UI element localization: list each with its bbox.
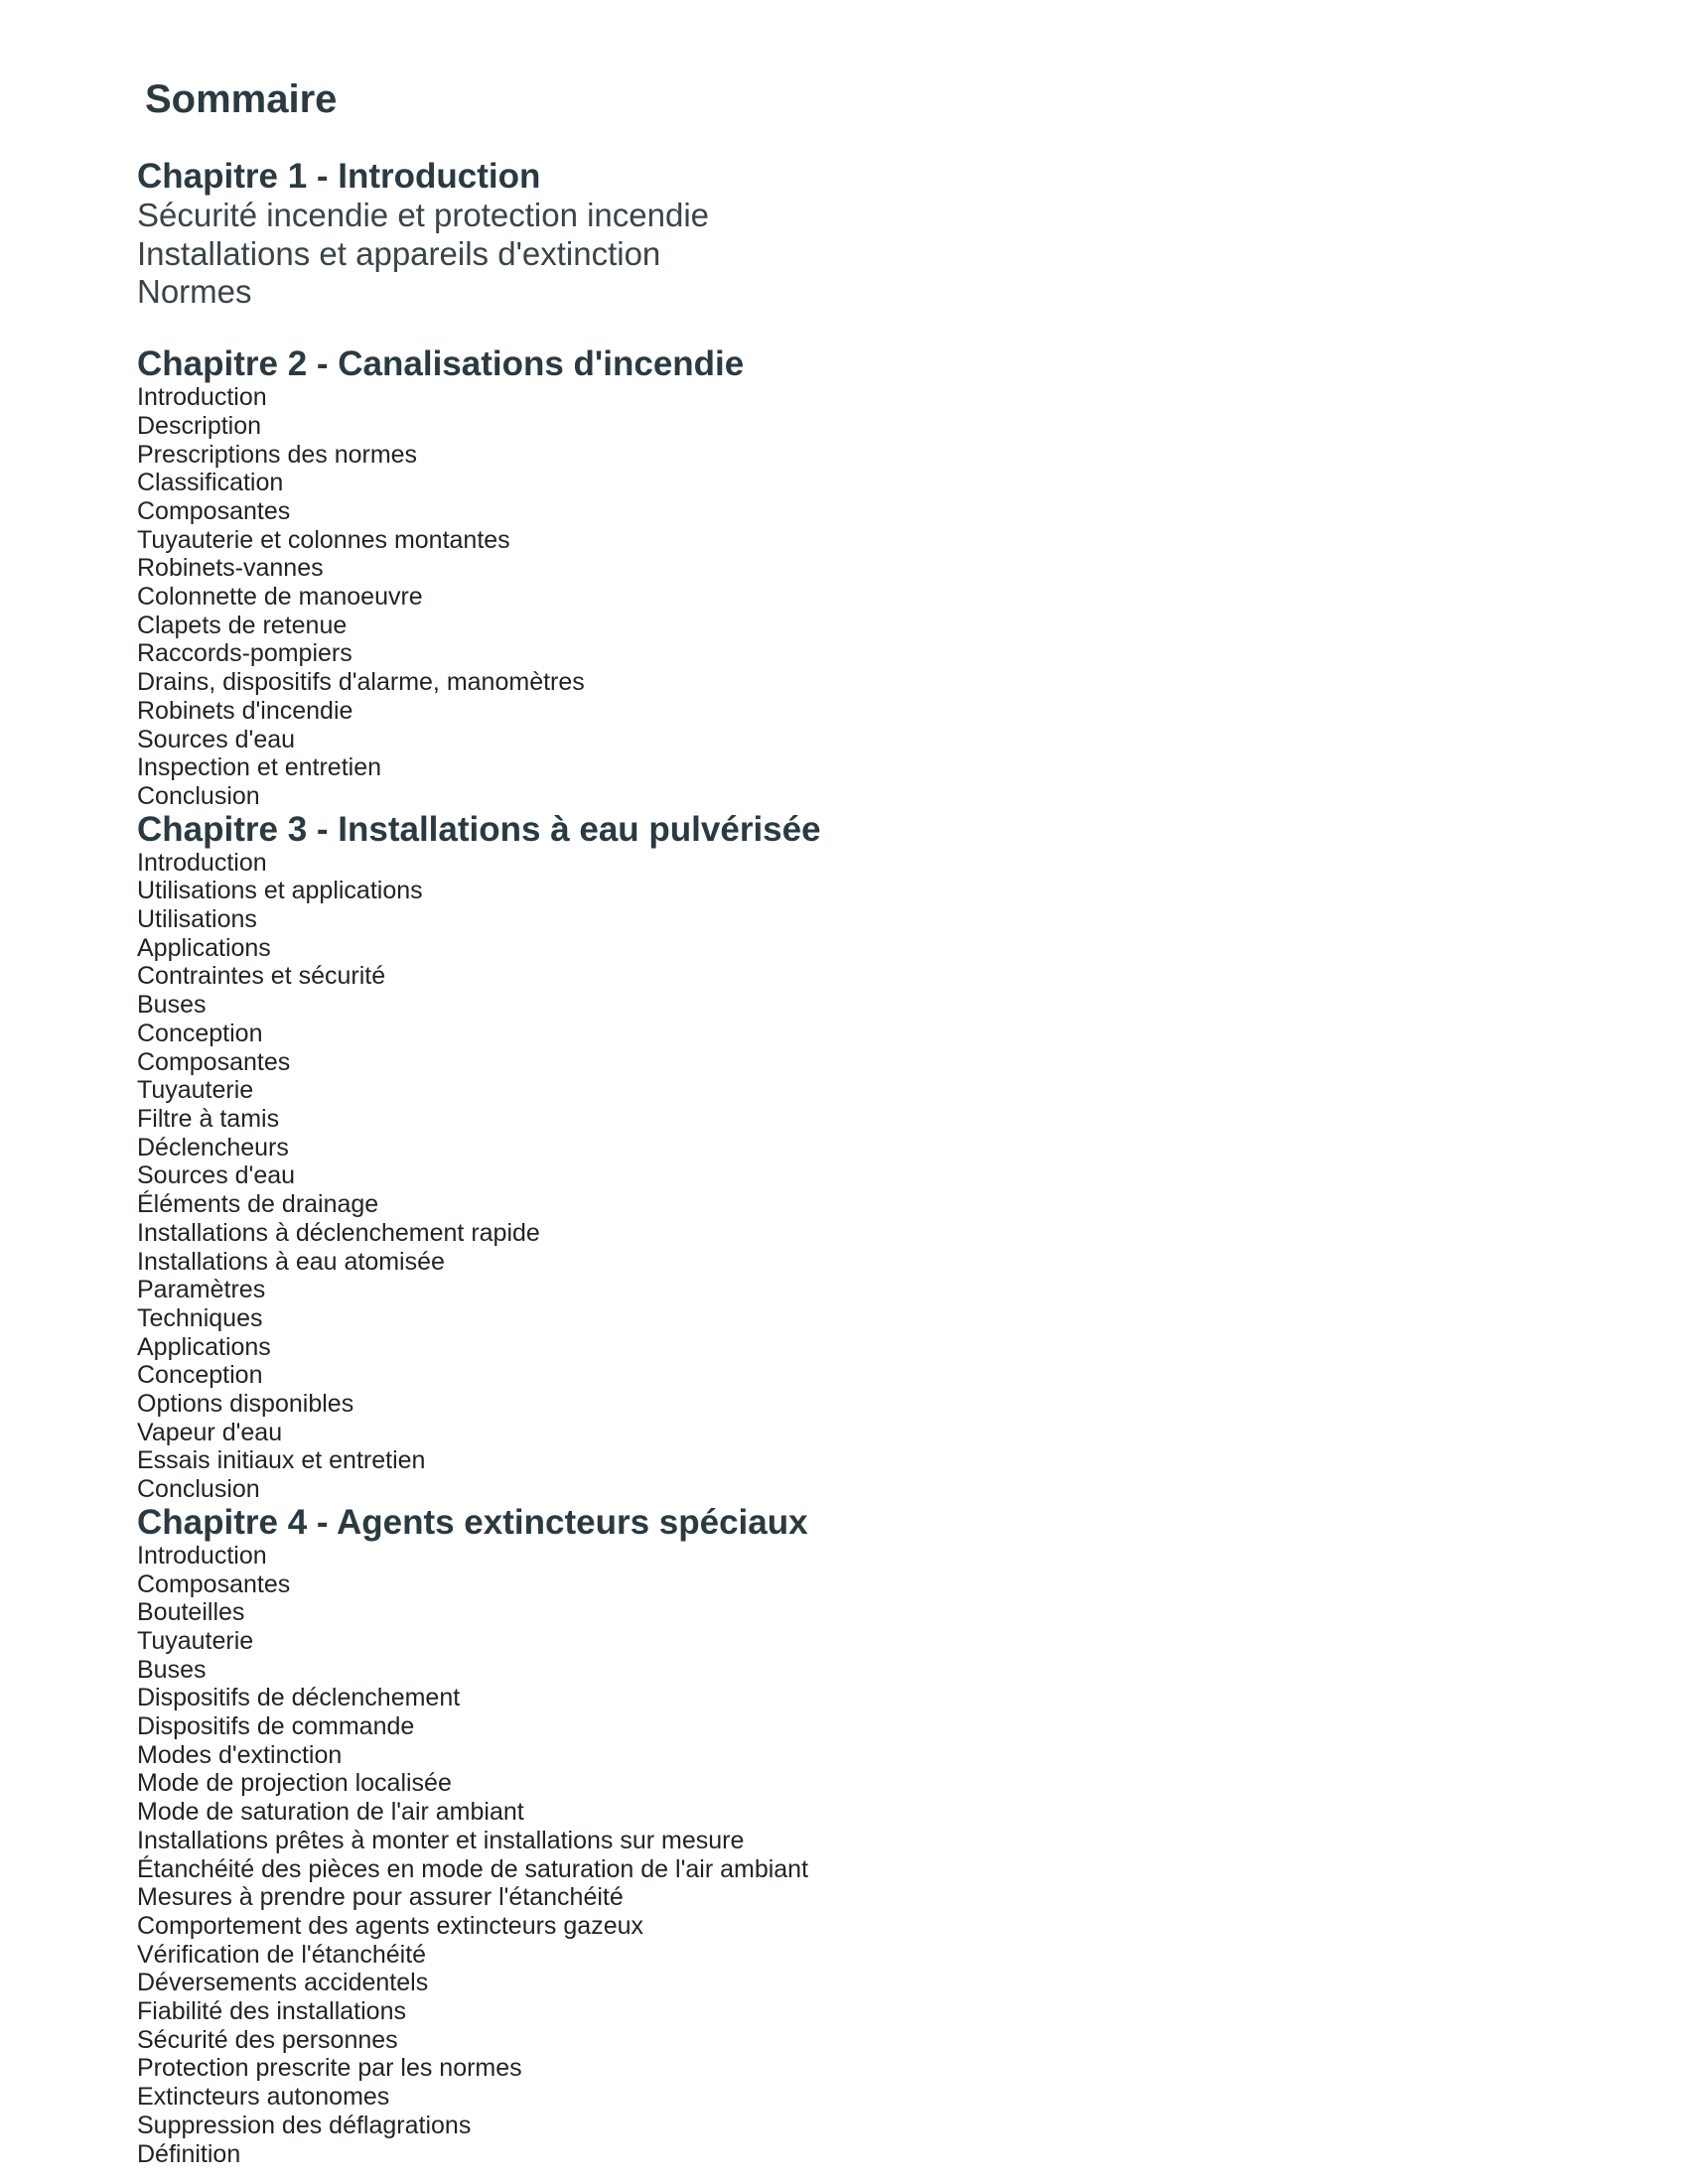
list-item: Tuyauterie: [137, 1626, 254, 1655]
list-item: Raccords-pompiers: [137, 639, 352, 668]
list-item: Étanchéité des pièces en mode de saturation de l'air ambiant: [137, 1854, 809, 1883]
list-item: Bouteilles: [137, 1598, 245, 1627]
chapter-items: [137, 1542, 1527, 2168]
list-item: Tuyauterie et colonnes montantes: [137, 525, 510, 554]
chapter-items: [137, 383, 1527, 811]
list-item: Conclusion: [137, 1475, 260, 1504]
list-item: Utilisations: [137, 905, 257, 934]
chapter-items: [137, 849, 1527, 1504]
list-item: Installations et appareils d'extinction: [137, 234, 661, 272]
list-item: Techniques: [137, 1303, 263, 1332]
list-item: Installations à déclenchement rapide: [137, 1218, 540, 1247]
list-item: Introduction: [137, 383, 267, 412]
list-item: Drains, dispositifs d'alarme, manomètres: [137, 668, 585, 697]
list-item: Buses: [137, 1655, 207, 1684]
list-item: Comportement des agents extincteurs gazeux: [137, 1911, 643, 1940]
list-item: Composantes: [137, 1570, 291, 1598]
list-item: Essais initiaux et entretien: [137, 1446, 426, 1475]
list-item: Buses: [137, 991, 207, 1020]
list-item: Conception: [137, 1361, 263, 1390]
list-item: Installations prêtes à monter et installations sur mesure: [137, 1826, 745, 1854]
chapter-heading: Chapitre 2 - Canalisations d'incendie: [137, 344, 745, 384]
list-item: Vérification de l'étanchéité: [137, 1940, 427, 1969]
list-item: Installations à eau atomisée: [137, 1247, 445, 1276]
list-item: Robinets d'incendie: [137, 696, 353, 725]
list-item: Sécurité des personnes: [137, 2025, 398, 2054]
list-item: Robinets-vannes: [137, 554, 324, 583]
list-item: Sécurité incendie et protection incendie: [137, 197, 710, 233]
list-item: Utilisations et applications: [137, 877, 423, 905]
list-item: Composantes: [137, 1047, 291, 1076]
list-item: Déclencheurs: [137, 1133, 289, 1161]
page-title: Sommaire: [145, 77, 338, 121]
list-item: Composantes: [137, 496, 291, 525]
list-item: Description: [137, 411, 262, 440]
list-item: Conclusion: [137, 781, 260, 810]
list-item: Dispositifs de déclenchement: [137, 1684, 461, 1712]
list-item: Mode de saturation de l'air ambiant: [137, 1798, 524, 1827]
chapter-4: [137, 1504, 1527, 2168]
list-item: Colonnette de manoeuvre: [137, 583, 423, 612]
chapter-heading: Chapitre 4 - Agents extincteurs spéciaux: [137, 1502, 808, 1542]
chapter-2: [137, 345, 1527, 811]
list-item: Tuyauterie: [137, 1076, 254, 1105]
chapter-heading: Chapitre 3 - Installations à eau pulvérisée: [137, 809, 821, 849]
list-item: Prescriptions des normes: [137, 440, 418, 469]
list-item: Conception: [137, 1019, 263, 1047]
list-item: Fiabilité des installations: [137, 1997, 406, 2026]
list-item: Options disponibles: [137, 1390, 354, 1419]
chapter-1: [137, 157, 1527, 312]
list-item: Contraintes et sécurité: [137, 962, 386, 991]
table-of-contents: [137, 157, 1527, 2168]
list-item: Normes: [137, 273, 252, 311]
list-item: Modes d'extinction: [137, 1740, 343, 1769]
list-item: Suppression des déflagrations: [137, 2111, 472, 2139]
list-item: Filtre à tamis: [137, 1104, 280, 1133]
chapter-3: [137, 811, 1527, 1504]
list-item: Clapets de retenue: [137, 611, 348, 639]
list-item: Inspection et entretien: [137, 753, 381, 782]
list-item: Classification: [137, 469, 284, 497]
list-item: Dispositifs de commande: [137, 1712, 415, 1741]
chapter-heading: Chapitre 1 - Introduction: [137, 157, 541, 196]
list-item: Applications: [137, 933, 271, 962]
chapter-items: [137, 197, 1527, 312]
list-item: Mesures à prendre pour assurer l'étanchéité: [137, 1883, 624, 1912]
list-item: Protection prescrite par les normes: [137, 2054, 522, 2083]
list-item: Extincteurs autonomes: [137, 2083, 390, 2112]
list-item: Définition: [137, 2139, 241, 2168]
list-item: Déversements accidentels: [137, 1969, 429, 1997]
list-item: Introduction: [137, 1541, 267, 1570]
list-item: Introduction: [137, 848, 267, 877]
list-item: Sources d'eau: [137, 1161, 296, 1190]
list-item: Vapeur d'eau: [137, 1418, 283, 1446]
list-item: Mode de projection localisée: [137, 1769, 452, 1798]
list-item: Sources d'eau: [137, 725, 296, 753]
list-item: Paramètres: [137, 1276, 266, 1304]
list-item: Applications: [137, 1332, 271, 1361]
list-item: Éléments de drainage: [137, 1190, 379, 1219]
